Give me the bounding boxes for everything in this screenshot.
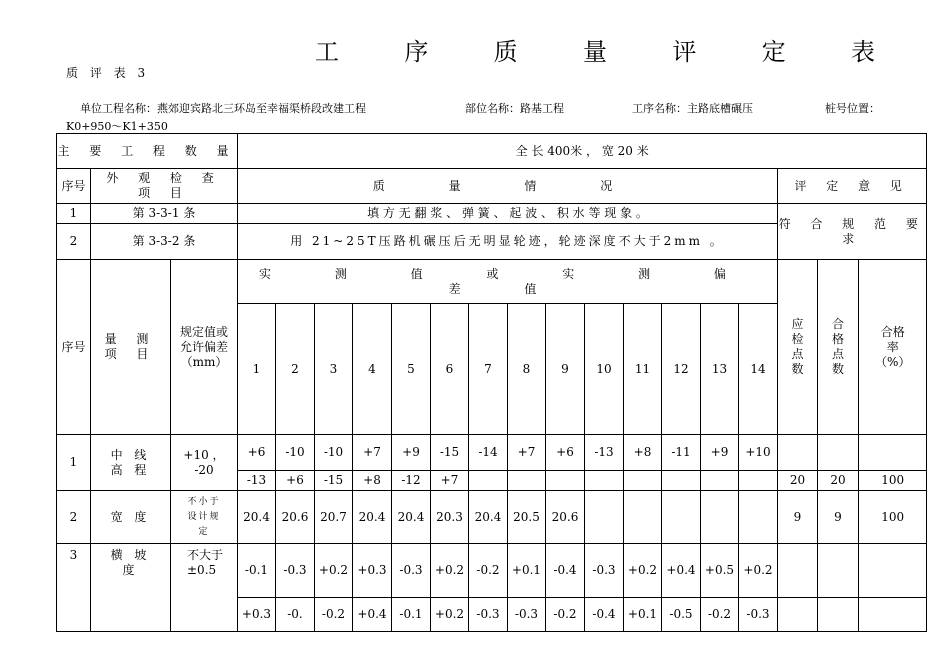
measured-value: +0.2 — [315, 544, 353, 598]
measured-value: -0.2 — [315, 598, 353, 632]
measured-value: 20.7 — [315, 491, 353, 544]
measured-value — [469, 471, 508, 491]
page-title — [315, 32, 875, 67]
measured-value: +0.3 — [238, 598, 276, 632]
measured-value: -12 — [392, 471, 431, 491]
measured-value — [585, 491, 624, 544]
station-label: 桩号位置： — [825, 102, 880, 115]
measured-value: -10 — [315, 435, 353, 471]
points-checked-header: 应检点数 — [778, 260, 818, 435]
measured-value: +0.2 — [431, 544, 469, 598]
measured-value: -0.2 — [701, 598, 739, 632]
measure-spec: +10 ， -20 — [171, 435, 238, 491]
measured-value: +6 — [276, 471, 315, 491]
section-name: 部位名称：路基工程 — [465, 102, 564, 115]
measured-value: -0.4 — [546, 544, 585, 598]
measured-value: -13 — [238, 471, 276, 491]
measured-value: 20.5 — [508, 491, 546, 544]
pass-rate: 100 — [859, 471, 927, 491]
measured-value — [508, 471, 546, 491]
pass-rate: 100 — [859, 491, 927, 544]
measured-value: +0.2 — [431, 598, 469, 632]
blank-cell — [818, 435, 859, 471]
measured-value: +10 — [739, 435, 778, 471]
measured-value — [701, 471, 739, 491]
measured-value: +0.5 — [701, 544, 739, 598]
main-quantity-label: 主 要 工 程 数 量 — [57, 134, 238, 169]
measured-value: +0.1 — [624, 598, 662, 632]
measured-value: 20.6 — [276, 491, 315, 544]
seq-header: 序号 — [57, 169, 91, 204]
measure-col-header: 2 — [276, 304, 315, 435]
points-checked: 20 — [778, 471, 818, 491]
blank-cell — [778, 544, 818, 598]
measure-item: 横 坡 度 — [91, 544, 171, 632]
measure-item: 宽 度 — [91, 491, 171, 544]
blank-cell — [859, 544, 927, 598]
pass-rate-header: 合格率（%） — [859, 260, 927, 435]
title-char: 表 — [850, 38, 875, 66]
blank-cell — [818, 544, 859, 598]
measured-value: -13 — [585, 435, 624, 471]
measure-col-header: 7 — [469, 304, 508, 435]
unit-name: 单位工程名称：燕郊迎宾路北三环岛至幸福渠桥段改建工程 — [80, 102, 366, 115]
measured-value — [624, 491, 662, 544]
title-char: 定 — [761, 38, 786, 66]
measure-col-header: 3 — [315, 304, 353, 435]
measure-col-header: 14 — [739, 304, 778, 435]
measure-seq-header: 序号 — [57, 260, 91, 435]
measure-col-header: 11 — [624, 304, 662, 435]
appearance-item: 第 3-3-1 条 — [91, 204, 238, 224]
measured-value — [624, 471, 662, 491]
title-char: 序 — [404, 38, 429, 66]
form-number: 质 评 表 3 — [66, 66, 150, 80]
quality-table — [56, 133, 927, 632]
measured-value: -0. — [276, 598, 315, 632]
measured-value: +0.4 — [662, 544, 701, 598]
measured-value: -0.3 — [508, 598, 546, 632]
spec-header: 规定值或允许偏差（mm） — [171, 260, 238, 435]
measured-value: +9 — [392, 435, 431, 471]
measured-value — [546, 471, 585, 491]
measure-col-header: 6 — [431, 304, 469, 435]
points-passed: 20 — [818, 471, 859, 491]
title-char: 工 — [315, 38, 339, 66]
measured-value: +0.4 — [353, 598, 392, 632]
blank-cell — [778, 435, 818, 471]
measured-value: -14 — [469, 435, 508, 471]
points-checked — [778, 598, 818, 632]
measured-value: -15 — [315, 471, 353, 491]
points-passed: 9 — [818, 491, 859, 544]
measured-value: +7 — [508, 435, 546, 471]
process-name: 工序名称：主路底槽碾压 — [632, 102, 753, 115]
measured-value: -0.2 — [469, 544, 508, 598]
pass-rate — [859, 598, 927, 632]
measured-value — [739, 491, 778, 544]
measured-value: -0.5 — [662, 598, 701, 632]
appearance-header: 外 观 检 查 项 目 — [91, 169, 238, 204]
measured-value: +9 — [701, 435, 739, 471]
points-passed — [818, 598, 859, 632]
appearance-eval: 符 合 规 范 要 求 — [778, 204, 927, 260]
appearance-desc: 用 21~25T压路机碾压后无明显轮迹，轮迹深度不大于2mm 。 — [238, 224, 778, 260]
measured-value — [739, 471, 778, 491]
measure-spec: 不大于±0.5 — [171, 544, 238, 632]
measured-value: -15 — [431, 435, 469, 471]
measured-value: -0.3 — [392, 544, 431, 598]
measured-value: -0.2 — [546, 598, 585, 632]
measured-value — [662, 471, 701, 491]
measure-col-header: 5 — [392, 304, 431, 435]
measured-value: +0.3 — [353, 544, 392, 598]
measure-col-header: 9 — [546, 304, 585, 435]
measure-spec: 不小于设计规定 — [171, 491, 238, 544]
points-passed-header: 合格点数 — [818, 260, 859, 435]
measure-seq: 2 — [57, 491, 91, 544]
measured-value — [701, 491, 739, 544]
measured-value: +8 — [353, 471, 392, 491]
appearance-desc: 填 方 无 翻 浆 、 弹 簧 、 起 波 、 积 水 等 现 象 。 — [238, 204, 778, 224]
measured-value: 20.4 — [353, 491, 392, 544]
measure-col-header: 10 — [585, 304, 624, 435]
measured-value: -0.1 — [392, 598, 431, 632]
measured-value: -10 — [276, 435, 315, 471]
measure-item-header: 量 测 项 目 — [91, 260, 171, 435]
measured-value: +0.1 — [508, 544, 546, 598]
measured-value: -0.3 — [585, 544, 624, 598]
measured-value: +7 — [431, 471, 469, 491]
measured-value: 20.4 — [392, 491, 431, 544]
measured-value: +0.2 — [624, 544, 662, 598]
appearance-item: 第 3-3-2 条 — [91, 224, 238, 260]
measure-col-header: 1 — [238, 304, 276, 435]
measured-value: -11 — [662, 435, 701, 471]
measured-header: 实 测 值 或 实 测 偏 差 值 — [238, 260, 778, 304]
measured-value: +6 — [546, 435, 585, 471]
measured-value: -0.3 — [276, 544, 315, 598]
measured-value: 20.4 — [238, 491, 276, 544]
measure-col-header: 8 — [508, 304, 546, 435]
measured-value — [662, 491, 701, 544]
measure-item: 中 线 高 程 — [91, 435, 171, 491]
measure-seq: 3 — [57, 544, 91, 632]
title-char: 量 — [582, 38, 607, 66]
measure-seq: 1 — [57, 435, 91, 491]
evaluation-header: 评 定 意 见 — [778, 169, 927, 204]
measured-value — [585, 471, 624, 491]
measured-value: 20.3 — [431, 491, 469, 544]
measure-col-header: 12 — [662, 304, 701, 435]
quality-header: 质 量 情 况 — [238, 169, 778, 204]
appearance-seq: 1 — [57, 204, 91, 224]
appearance-seq: 2 — [57, 224, 91, 260]
measured-value: +6 — [238, 435, 276, 471]
points-checked: 9 — [778, 491, 818, 544]
measured-value: +0.2 — [739, 544, 778, 598]
measure-col-header: 4 — [353, 304, 392, 435]
title-char: 评 — [672, 38, 697, 66]
blank-cell — [859, 435, 927, 471]
measured-value: -0.4 — [585, 598, 624, 632]
station-value: K0+950～K1+350 — [66, 120, 168, 133]
measured-value: +7 — [353, 435, 392, 471]
main-quantity-value: 全 长 400米 ， 宽 20 米 — [238, 134, 927, 169]
measured-value: 20.6 — [546, 491, 585, 544]
measured-value: -0.3 — [739, 598, 778, 632]
measured-value: 20.4 — [469, 491, 508, 544]
title-char: 质 — [493, 38, 518, 66]
measured-value: -0.1 — [238, 544, 276, 598]
measure-col-header: 13 — [701, 304, 739, 435]
measured-value: +8 — [624, 435, 662, 471]
measured-value: -0.3 — [469, 598, 508, 632]
